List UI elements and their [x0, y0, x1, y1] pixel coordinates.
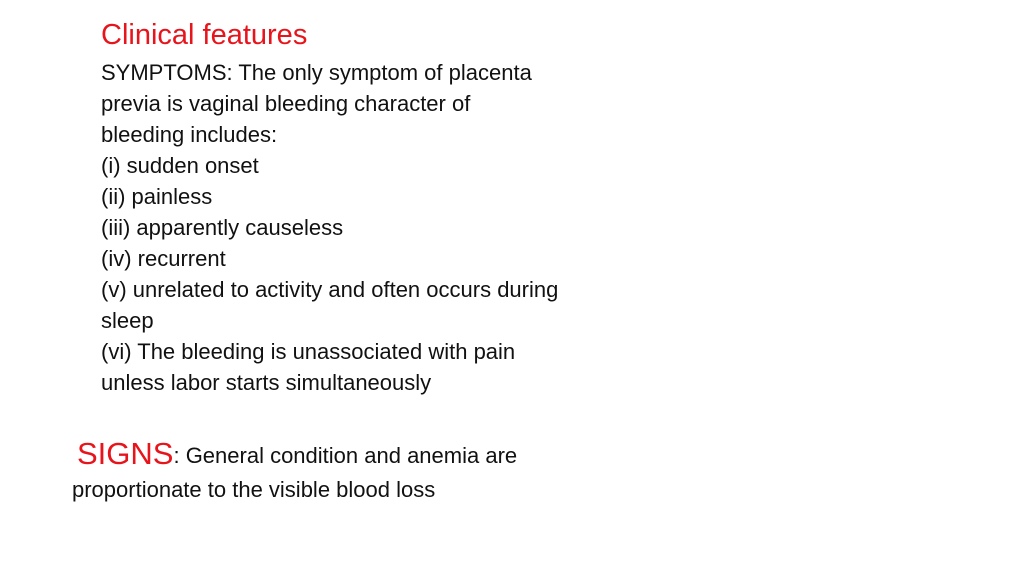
symptoms-line: SYMPTOMS: The only symptom of placenta	[101, 60, 532, 85]
signs-text-continuation: proportionate to the visible blood loss	[72, 477, 436, 502]
signs-text: : General condition and anemia are	[173, 443, 518, 468]
symptom-item: (iv) recurrent	[101, 246, 226, 271]
symptoms-block	[101, 57, 621, 398]
signs-block	[72, 437, 632, 507]
symptom-item: (ii) painless	[101, 184, 213, 209]
symptoms-line: bleeding includes:	[101, 122, 278, 147]
symptom-item: (v) unrelated to activity and often occurs during	[101, 277, 559, 302]
symptoms-line: previa is vaginal bleeding character of	[101, 91, 471, 116]
symptom-item: (i) sudden onset	[101, 153, 259, 178]
signs-label: SIGNS	[77, 436, 174, 471]
symptom-item-continuation: unless labor starts simultaneously	[101, 370, 432, 395]
signs-first-line	[72, 437, 632, 473]
symptom-item: (vi) The bleeding is unassociated with pain	[101, 339, 516, 364]
slide-title: Clinical features	[101, 19, 308, 51]
symptom-item: (iii) apparently causeless	[101, 215, 344, 240]
symptom-item-continuation: sleep	[101, 308, 154, 333]
